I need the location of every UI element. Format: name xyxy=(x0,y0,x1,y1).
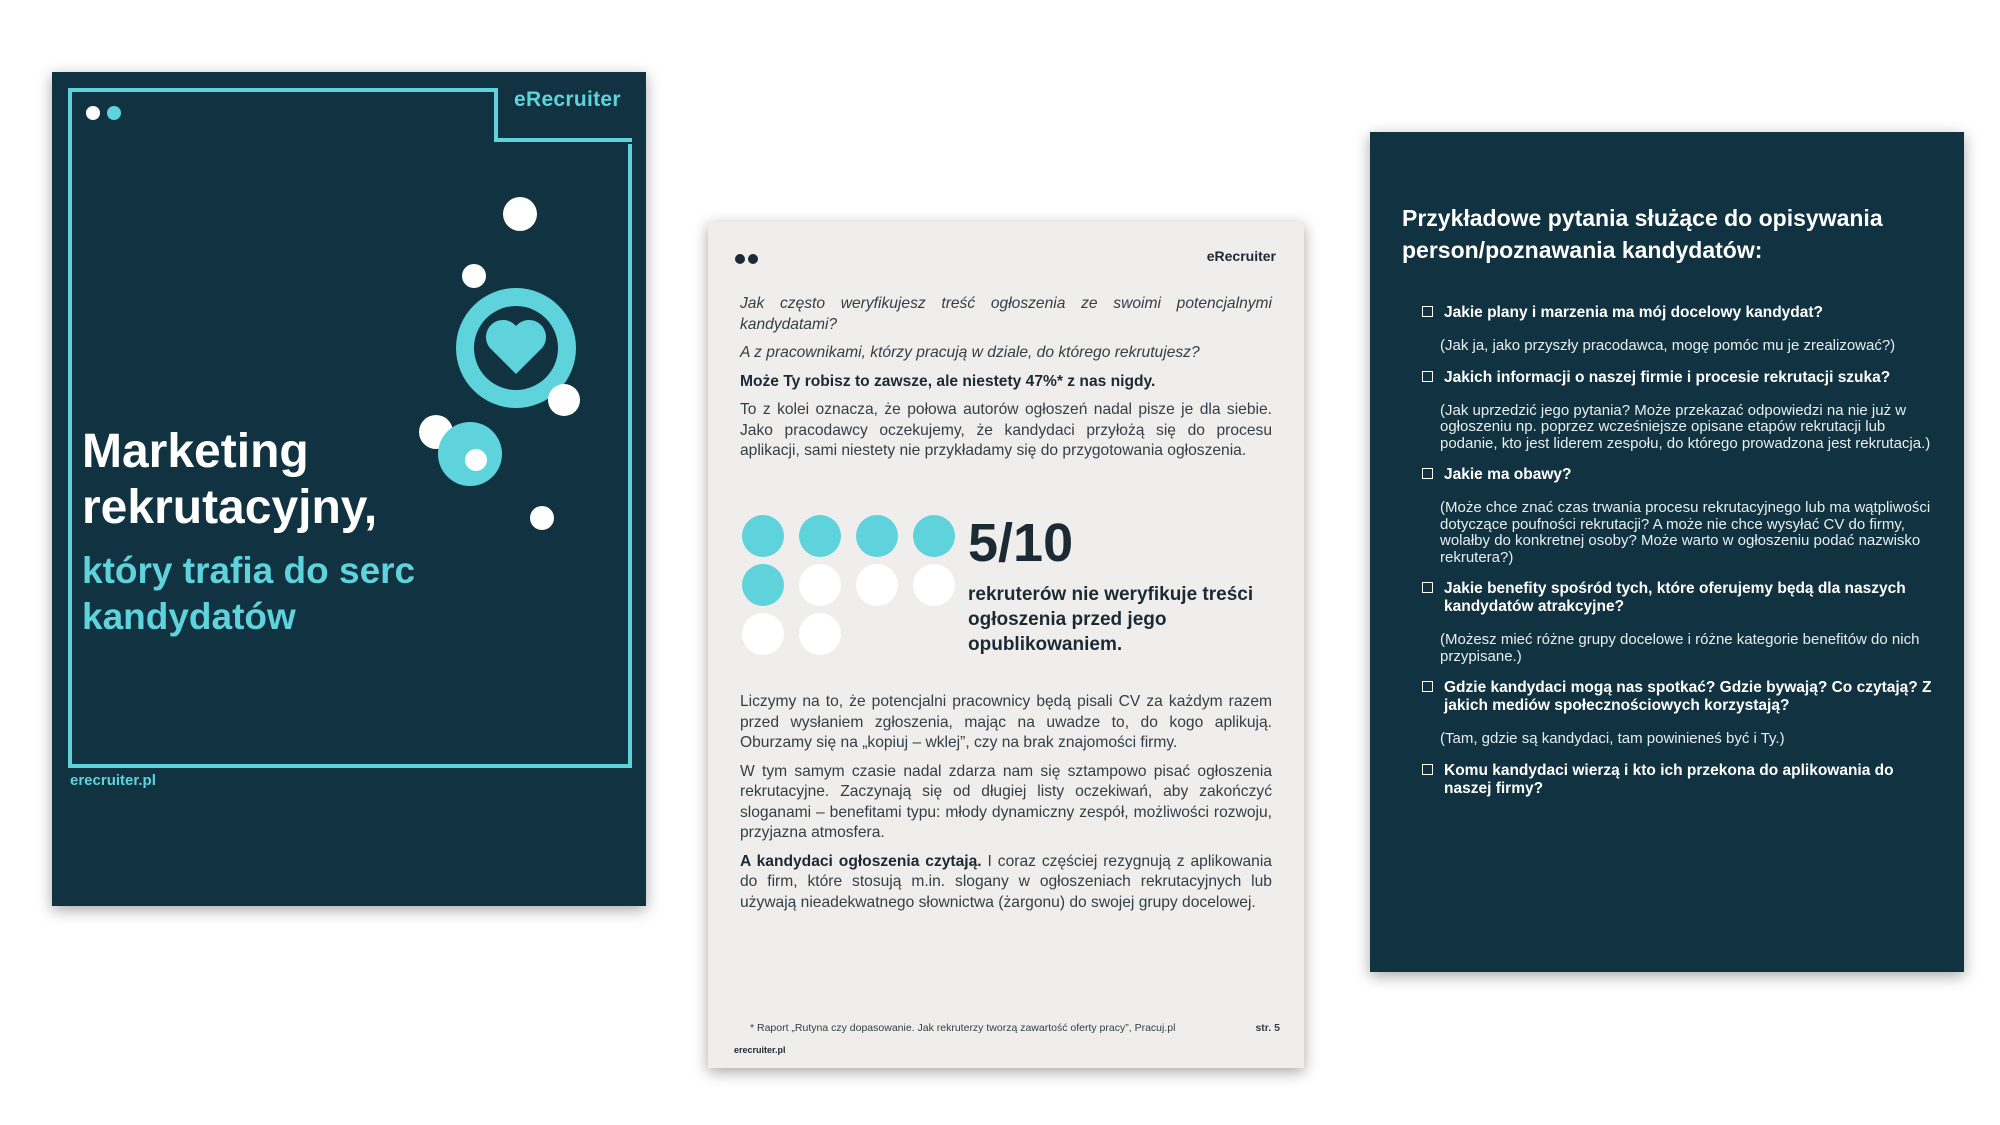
question-item xyxy=(1422,679,1942,748)
page-brand-logo: eRecruiter xyxy=(1206,248,1276,264)
question-item xyxy=(1422,580,1942,665)
footnote-text: * Raport „Rutyna czy dopasowanie. Jak rekruterzy tworzą zawartość oferty pracy”, Pracuj.pl xyxy=(750,1022,1176,1034)
stat-dot-empty xyxy=(913,564,955,606)
stat-dot-filled xyxy=(856,515,898,557)
cover-page xyxy=(52,72,646,906)
stat-dot-filled xyxy=(799,515,841,557)
question-text: Jakie ma obawy? xyxy=(1444,466,1572,483)
intro-text xyxy=(740,294,1272,470)
bubble xyxy=(548,384,580,416)
stat-dot-filled xyxy=(742,564,784,606)
question-list xyxy=(1422,304,1942,812)
stat-dot-empty xyxy=(799,613,841,655)
question-hint: (Jak uprzedzić jego pytania? Może przekazać odpowiedzi na nie już w ogłoszeniu np. poprzez wcześniejsze opisane etapów rekrutacji lub podanie, kto jest liderem zespołu, do którego prowadzona jest rekrutacja.) xyxy=(1440,401,1931,452)
cover-title: Marketing rekrutacyjny, xyxy=(82,425,378,534)
question-item xyxy=(1422,762,1942,798)
stat-dot-filled xyxy=(742,515,784,557)
stat-dot-empty xyxy=(856,564,898,606)
stat-dot-empty xyxy=(799,564,841,606)
question-item xyxy=(1422,369,1942,453)
stat-value: 5/10 xyxy=(968,513,1074,573)
question-text: Komu kandydaci wierzą i kto ich przekona do aplikowania do naszej firmy? xyxy=(1444,761,1894,797)
bubble xyxy=(462,264,486,288)
statistic-highlight: Może Ty robisz to zawsze, ale niestety 47%* z nas nigdy. xyxy=(740,372,1156,390)
body-text xyxy=(740,692,1272,921)
question-text: Jakich informacji o naszej firmie i procesie rekrutacji szuka? xyxy=(1444,368,1891,386)
question-hint: (Jak ja, jako przyszły pracodawca, mogę pomóc mu je zrealizować?) xyxy=(1440,337,1896,354)
intro-question-2: A z pracownikami, którzy pracują w dziale, do którego rekrutujesz? xyxy=(740,344,1200,361)
question-text: Jakie benefity spośród tych, które oferujemy będą dla naszych kandydatów atrakcyjne? xyxy=(1444,580,1906,615)
stat-caption: rekruterów nie weryfikuje treści ogłoszenia przed jego opublikowaniem. xyxy=(968,584,1254,655)
paragraph-4 xyxy=(740,852,1272,914)
footer-url: erecruiter.pl xyxy=(734,1045,786,1055)
checkbox-icon xyxy=(1422,371,1433,382)
paragraph-3: W tym samym czasie nadal zdarza nam się sztampowo pisać ogłoszenia rekrutacyjne. Zaczynają się od długiej listy oczekiwań, aby zakończyć sloganami – benefitami typu: młody dynamiczny zespół, możliwości rozwoju, przyjazna atmosfera. xyxy=(740,762,1272,841)
cover-subtitle: który trafia do serc kandydatów xyxy=(82,550,416,637)
content-page xyxy=(708,222,1304,1068)
bubble xyxy=(530,506,554,530)
footnote xyxy=(750,1022,1280,1034)
checkbox-icon xyxy=(1422,681,1433,692)
checkbox-icon xyxy=(1422,582,1433,593)
stat-dot-filled xyxy=(913,515,955,557)
checkbox-icon xyxy=(1422,306,1433,317)
checkbox-icon xyxy=(1422,468,1433,479)
paragraph-4-lead: A kandydaci ogłoszenia czytają. xyxy=(740,852,982,870)
question-text: Jakie plany i marzenia ma mój docelowy kandydat? xyxy=(1444,304,1824,321)
cover-brand-logo: eRecruiter xyxy=(514,88,621,111)
intro-question-1: Jak często weryfikujesz treść ogłoszenia ze swoimi potencjalnymi kandydatami? xyxy=(740,295,1272,333)
questions-heading: Przykładowe pytania służące do opisywania person/poznawania kandydatów: xyxy=(1402,205,1883,263)
question-hint: (Możesz mieć różne grupy docelowe i różne kategorie benefitów do nich przypisane.) xyxy=(1440,631,1920,665)
cover-url: erecruiter.pl xyxy=(70,772,156,789)
paragraph-4-rest: I coraz częściej rezygnują z aplikowania do firm, które stosują m.in. slogany w ogłoszeniach rekrutacyjnych lub używają nieadekwatnego słownictwa (żargonu) do swojej grupy docelowej. xyxy=(740,852,1272,911)
paragraph-2: Liczymy na to, że potencjalni pracownicy będą pisali CV za każdym razem przed wysłaniem zgłoszenia, mając na uwadze to, do kogo aplikują. Oburzamy się na „kopiuj – wklej”, czy na brak znajomości firmy. xyxy=(740,693,1272,751)
stat-dot-grid xyxy=(740,512,960,662)
question-text: Gdzie kandydaci mogą nas spotkać? Gdzie bywają? Co czytają? Z jakich mediów społecznościowych korzystają? xyxy=(1444,679,1932,714)
stat-block xyxy=(740,512,1280,662)
bubble xyxy=(503,197,537,231)
page-dots xyxy=(735,251,761,269)
question-item xyxy=(1422,304,1942,355)
checkbox-icon xyxy=(1422,764,1433,775)
question-item xyxy=(1422,466,1942,566)
paragraph-1: To z kolei oznacza, że połowa autorów ogłoszeń nadal pisze je dla siebie. Jako pracodawcy oczekujemy, że kandydaci przyłożą się do procesu aplikacji, sami niestety nie przykładamy się do przygotowania ogłoszenia. xyxy=(740,401,1272,459)
questions-page xyxy=(1370,132,1964,972)
stat-dot-empty xyxy=(742,613,784,655)
question-hint: (Może chce znać czas trwania procesu rekrutacyjnego lub ma wątpliwości dotyczące poufności rekrutacji? A może nie chce wysyłać CV do firmy, wolałby do konkretnej osoby? Może warto w ogłoszeniu podać nazwisko rekrutera?) xyxy=(1440,499,1931,566)
page-number: str. 5 xyxy=(1255,1022,1280,1034)
question-hint: (Tam, gdzie są kandydaci, tam powinieneś być i Ty.) xyxy=(1440,730,1785,747)
